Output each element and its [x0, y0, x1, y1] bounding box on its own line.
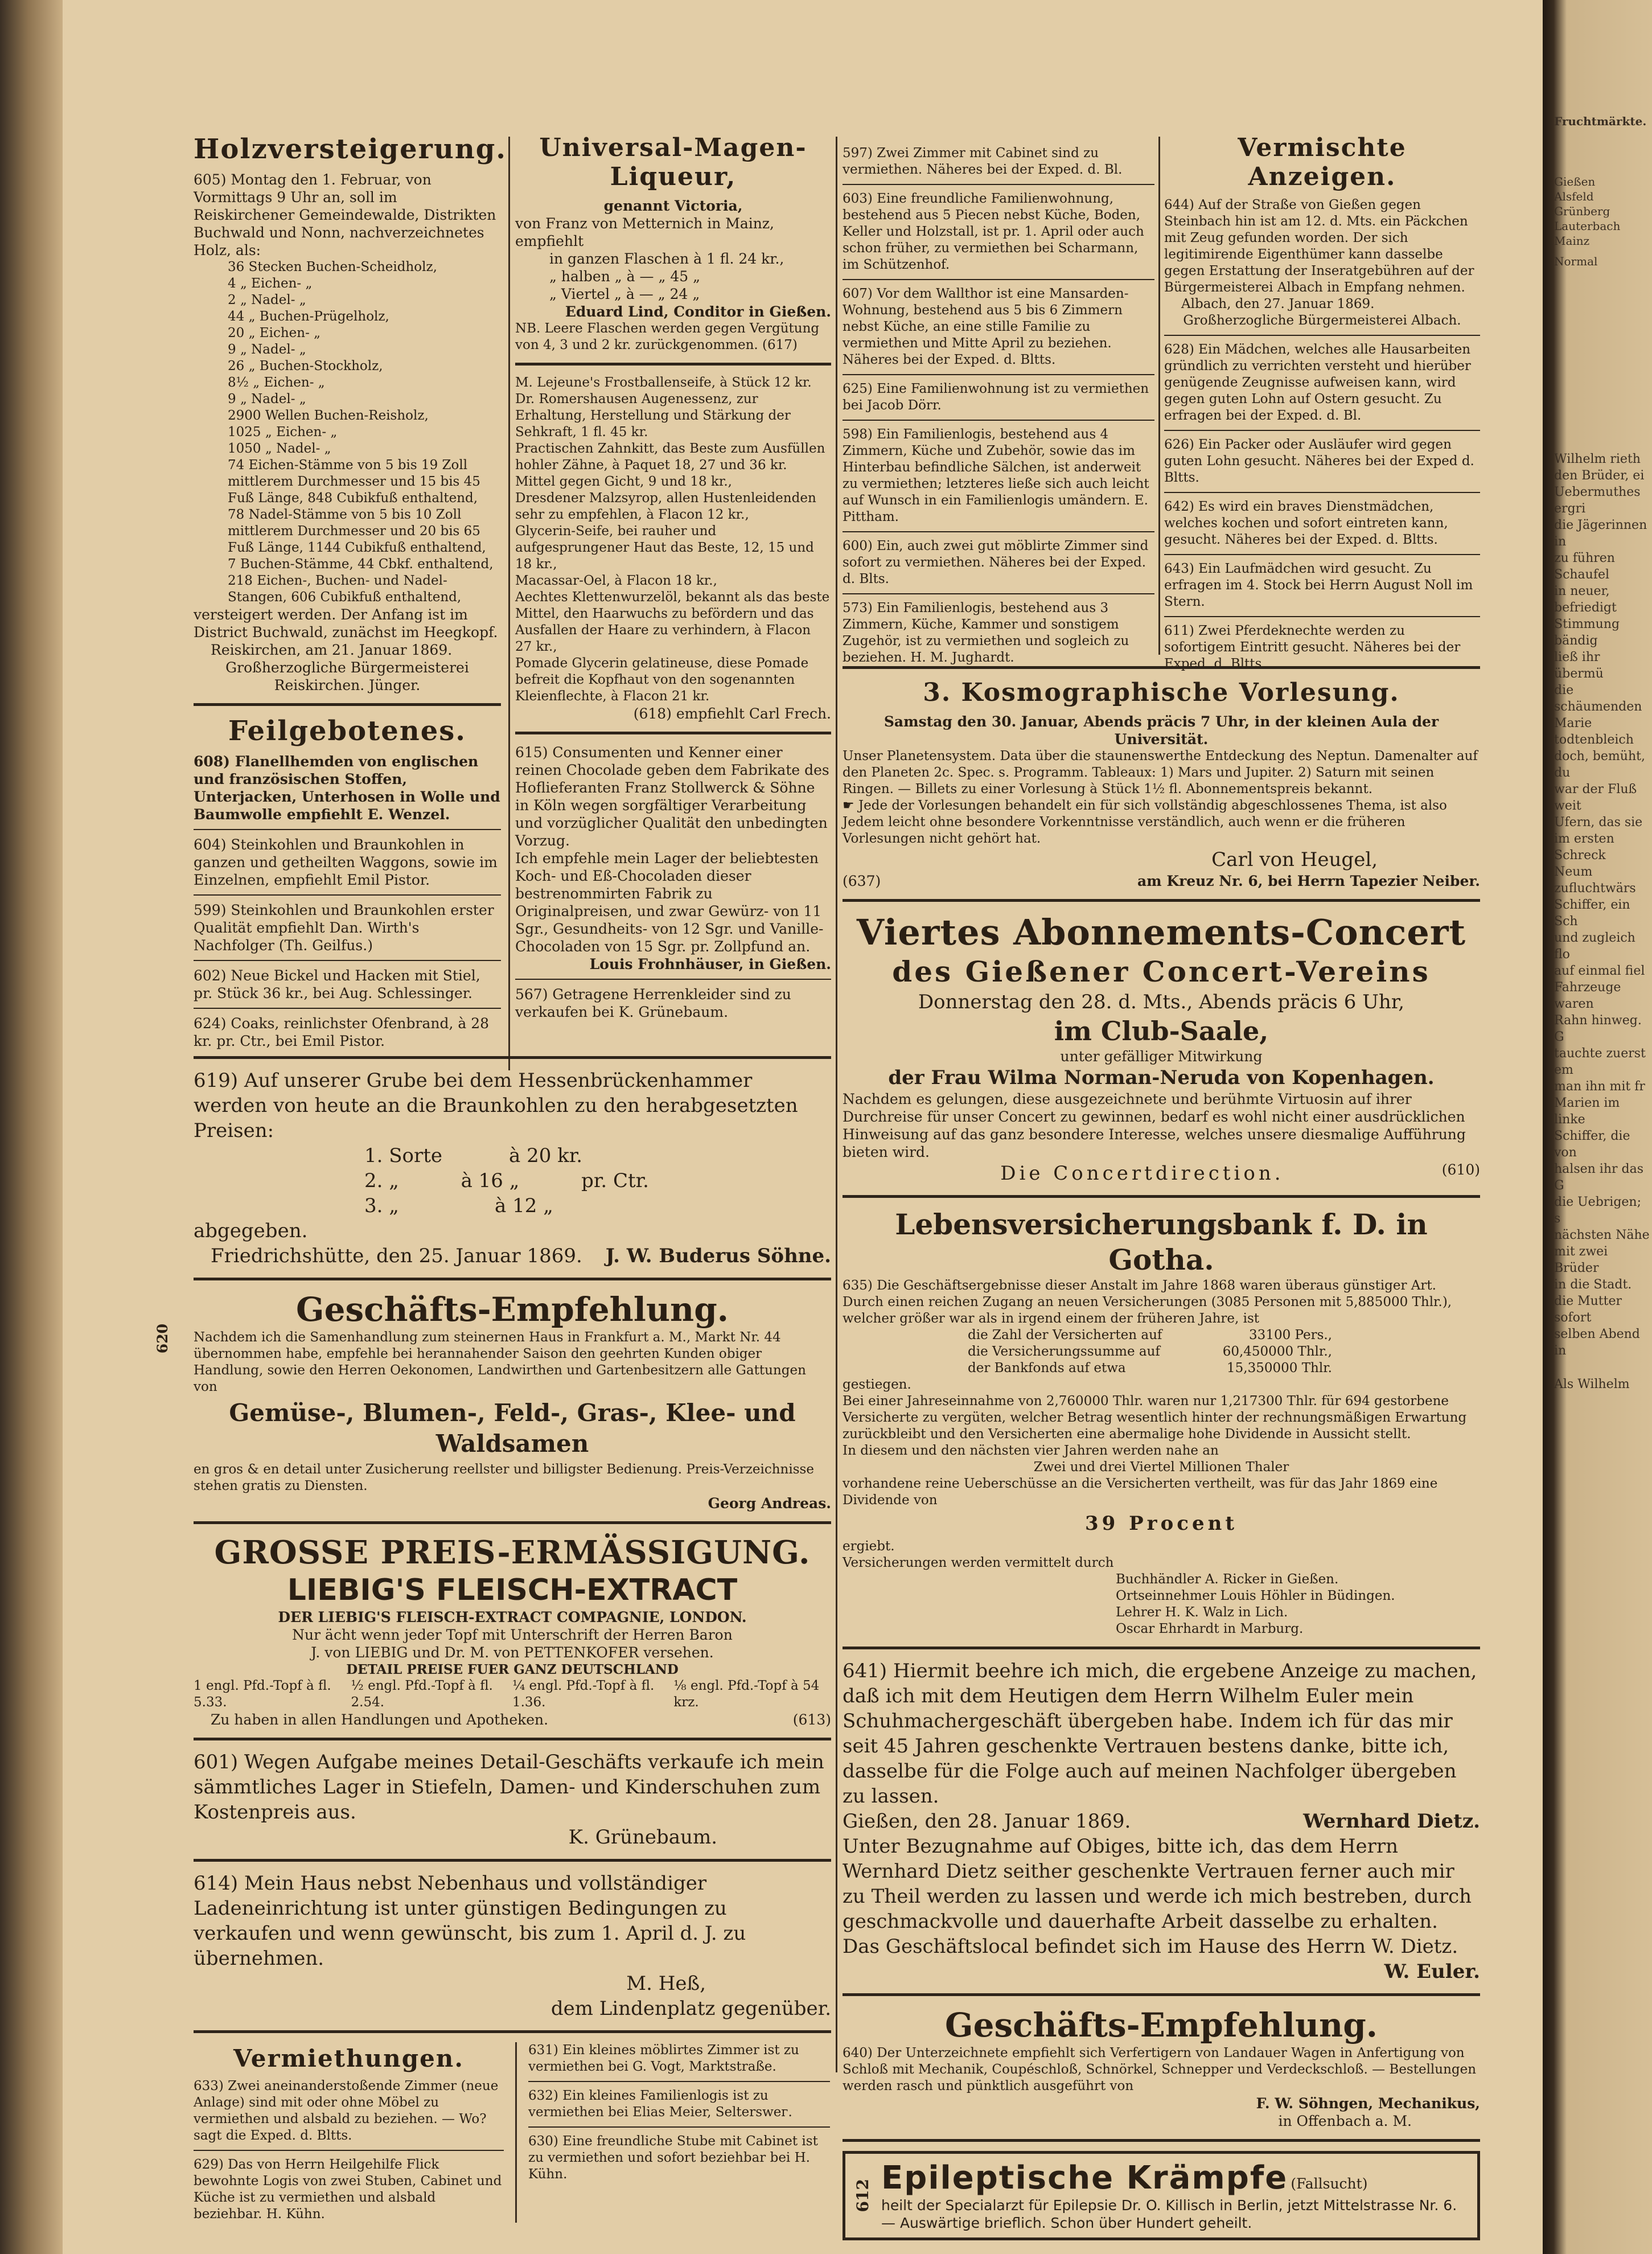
- edge-line: in neuer, befriedigt: [1554, 584, 1617, 615]
- edge-line: war der Fluß weit: [1554, 782, 1637, 813]
- edge-line: Schiffer, die von: [1554, 1129, 1630, 1160]
- holz-signature: Großherzogliche Bürgermeisterei Reiskirchen. Jünger.: [225, 659, 469, 693]
- bank-title: Lebensversicherungsbank f. D. in Gotha.: [895, 1208, 1428, 1276]
- divider: [843, 1993, 1480, 1996]
- holz-item: 218 Eichen-, Buchen- und Nadel-Stangen, 606 Cubikfuß enthaltend,: [228, 573, 462, 605]
- holz-items: [194, 259, 501, 606]
- kosmo-title: 3. Kosmographische Vorlesung.: [923, 678, 1400, 707]
- bank-body-6: vorhandene reine Ueberschüsse an die Versicherten vertheilt, was für das Jahr 1869 eine Dividende von: [843, 1476, 1438, 1508]
- ad-599: 599) Steinkohlen und Braunkohlen erster Qualität empfiehlt Dan. Wirth's Nachfolger (Th. Geilfus.): [194, 902, 494, 954]
- edge-line: Alsfeld: [1554, 190, 1594, 203]
- divider: [843, 593, 1154, 594]
- bank-body-8: Versicherungen werden vermittelt durch: [843, 1555, 1114, 1570]
- epilepsy-header: [881, 2159, 1469, 2196]
- seed-ad-body: Nachdem ich die Samenhandlung zum steinernen Haus in Frankfurt a. M., Markt Nr. 44 übernommen habe, empfehle bei herannahender Saison den geehrten Kunden obiger Handlung, sowie den Herren Oekonomen, Landwirthen und Gartenbesitzern alle Gattungen von: [194, 1330, 806, 1394]
- edge-line: ließ ihr übermü: [1554, 650, 1604, 681]
- cosmetics-item: Practischen Zahnkitt, das Beste zum Ausfüllen hohler Zähne, à Paquet 18, 27 und 36 kr.: [515, 441, 825, 473]
- epilepsy-body: heilt der Specialarzt für Epilepsie Dr. O. Killisch in Berlin, jetzt Mittelstrasse Nr. 6. — Auswärtige brieflich. Schon über Hundert geheilt.: [881, 2197, 1457, 2231]
- divider: [1164, 616, 1480, 617]
- ad-626: 626) Ein Packer oder Ausläufer wird gegen guten Lohn gesucht. Näheres bei der Exped d. Bltts.: [1164, 437, 1474, 485]
- divider: [843, 420, 1154, 421]
- edge-line: zu führen Schaufel: [1554, 551, 1615, 582]
- bank-figure-row: [968, 1327, 1332, 1344]
- euler-date-row: [843, 1809, 1480, 1834]
- divider: [843, 2139, 1480, 2142]
- chocolate-ad-2: Ich empfehle mein Lager der beliebtesten Koch- und Eß-Chocoladen dieser bestrenommirten Fabrik zu Originalpreisen, und zwar Gewürz- von 11 Sgr., Gesundheits- von 12 Sgr. und Vanille-Chocoladen von 15 Sgr. pr. Zollpfund an.: [515, 850, 824, 955]
- euler-date: Gießen, den 28. Januar 1869.: [843, 1810, 1131, 1833]
- kosmo-footer: [843, 872, 1480, 890]
- liebig-price: ½ engl. Pfd.-Topf à fl. 2.54.: [351, 1678, 493, 1710]
- buderus-notice: 619) Auf unserer Grube bei dem Hessenbrückenhammer werden von heute an die Braunkohlen zu den herabgesetzten Preisen:: [194, 1069, 798, 1142]
- holz-item: 9 „ Nadel- „: [228, 392, 306, 407]
- concert-footer: [843, 1161, 1480, 1186]
- liebig-line-3: Zu haben in allen Handlungen und Apotheken.: [211, 1711, 549, 1728]
- holz-item: 74 Eichen-Stämme von 5 bis 19 Zoll mittlerem Durchmesser und 15 bis 45 Fuß Länge, 848 Cubikfuß enthaltend,: [228, 458, 480, 506]
- edge-line: in die Stadt.: [1554, 1278, 1632, 1292]
- edge-line: Mainz: [1554, 234, 1590, 248]
- epilepsy-subtitle: (Fallsucht): [1291, 2175, 1368, 2192]
- epilepsy-content: [881, 2159, 1469, 2232]
- liebig-ad: [194, 1533, 831, 1729]
- liebig-prices: [194, 1678, 831, 1711]
- edge-line: Rahn hinweg. G: [1554, 1013, 1642, 1044]
- holz-item: 2900 Wellen Buchen-Reisholz,: [228, 408, 429, 423]
- bank-body: 635) Die Geschäftsergebnisse dieser Anstalt im Jahre 1868 waren überaus günstiger Art. Durch einen reichen Zugang an neuen Versicherungen (3085 Personen mit 5,885000 Thlr.), welcher größer war als in irgend einem der früheren Jahre, ist: [843, 1278, 1452, 1326]
- ad-644-signature: Großherzogliche Bürgermeisterei Albach.: [1183, 313, 1461, 328]
- edge-line: Uebermuthes ergri: [1554, 485, 1641, 516]
- divider: [843, 374, 1154, 375]
- bank-body-7: ergiebt.: [843, 1539, 895, 1554]
- cosmetics-item: Macassar-Oel, à Flacon 18 kr.,: [515, 573, 717, 588]
- concert-with: unter gefälliger Mitwirkung: [1060, 1048, 1263, 1065]
- misc-title: Vermischte Anzeigen.: [1238, 133, 1407, 191]
- divider: [194, 1008, 501, 1009]
- bank-body-3: Bei einer Jahreseinnahme von 2,760000 Thlr. waren nur 1,217300 Thlr. für 694 gestorbene Versicherte zu vergüten, welcher Betrag wesentlich hinter der rechnungsmäßigen Erwartung zurückbleibt und den Versicherten eine abermalige hohe Dividende in Aussicht stellt.: [843, 1394, 1467, 1442]
- cosmetics-item: Glycerin-Seife, bei rauher und aufgesprungener Haut das Beste, 12, 15 und 18 kr.,: [515, 524, 814, 572]
- ad-598: 598) Ein Familienlogis, bestehend aus 4 Zimmern, Küche und Zubehör, sowie das im Hinterbau befindliche Sälchen, ist anderweit zu vermiethen; letzteres ließe sich auch leicht auf Wunsch in ein Familienlogis umändern. E. Pittham.: [843, 427, 1149, 524]
- bank-figure-value: 60,450000 Thlr.,: [1222, 1344, 1332, 1359]
- cosmetics-list: [515, 375, 831, 705]
- divider: [194, 1859, 831, 1862]
- euler-notice: 641) Hiermit beehre ich mich, die ergebene Anzeige zu machen, daß ich mit dem Heutigen dem Herrn Wilhelm Euler mein Schuhmachergeschäft übergeben habe. Indem ich für das mir seit 45 Jahren geschenkte Vertrauen bestens danke, bitte ich, dasselbe für die Folge auch auf meinen Nachfolger übergeben zu lassen.: [843, 1660, 1477, 1808]
- concert-date: Donnerstag den 28. d. Mts., Abends präcis 6 Uhr,: [918, 991, 1405, 1013]
- buderus-signature: J. W. Buderus Söhne.: [605, 1245, 831, 1267]
- bank-figures: [843, 1327, 1332, 1377]
- ad-611: 611) Zwei Pferdeknechte werden zu sofortigem Eintritt gesucht. Näheres bei der Exped. d. Bltts.: [1164, 623, 1461, 671]
- kosmo-body: Unser Planetensystem. Data über die staunenswerthe Entdeckung des Neptun. Damenalter auf den Planeten 2c. Spec. s. Programm. Tableaux: 1) Mars und Jupiter. 2) Saturn mit seinen Ringen. — Billets zu einer Vorlesung à Stück 1½ fl. Abonnementspreis bekannt.: [843, 749, 1478, 797]
- edge-line: Fruchtmärkte.: [1554, 114, 1647, 128]
- divider: [515, 732, 831, 734]
- liebig-price: ¼ engl. Pfd.-Topf à fl. 1.36.: [512, 1678, 655, 1710]
- divider: [843, 666, 1480, 669]
- cosmetics-item: Aechtes Klettenwurzelöl, bekannt als das beste Mittel, den Haarwuchs zu befördern und das Ausfallen der Haare zu verhindern, à Flacon 27 kr.,: [515, 590, 830, 654]
- edge-line: Fahrzeuge waren: [1554, 980, 1621, 1011]
- rentals-title: Vermiethungen.: [233, 2044, 464, 2072]
- divider: [843, 531, 1154, 532]
- divider: [1164, 335, 1480, 336]
- ad-602: 602) Neue Bickel und Hacken mit Stiel, pr. Stück 36 kr., bei Aug. Schlessinger.: [194, 967, 480, 1001]
- liebig-line-2: J. von LIEBIG und Dr. M. von PETTENKOFER versehen.: [311, 1644, 714, 1661]
- seed-ad-body-2: en gros & en detail unter Zusicherung reellster und billigster Bedienung. Preis-Verzeichnisse stehen gratis zu Diensten.: [194, 1462, 814, 1493]
- page-binding: [0, 0, 63, 2254]
- edge-line: Normal: [1554, 254, 1598, 268]
- ad-597: 597) Zwei Zimmer mit Cabinet sind zu vermiethen. Näheres bei der Exped. d. Bl.: [843, 146, 1123, 177]
- divider: [194, 829, 501, 830]
- divider: [194, 1521, 831, 1524]
- divider: [194, 1056, 831, 1059]
- buderus-price-row: [364, 1168, 649, 1193]
- liqueur-maker: von Franz von Metternich in Mainz, empfiehlt: [515, 215, 775, 249]
- edge-line: Als Wilhelm: [1554, 1377, 1630, 1391]
- ad-614-signature: M. Heß,: [626, 1972, 706, 1995]
- holz-item: 44 „ Buchen-Prügelholz,: [228, 309, 389, 324]
- cosmetics-signature: (618) empfiehlt Carl Frech.: [633, 705, 831, 722]
- business-recommendation-address: in Offenbach a. M.: [1278, 2113, 1412, 2129]
- edge-line: Grünberg: [1554, 204, 1610, 218]
- liebig-number: (613): [792, 1711, 831, 1728]
- buderus-price: à 20 kr.: [508, 1144, 583, 1167]
- liqueur-note: NB. Leere Flaschen werden gegen Vergütung von 4, 3 und 2 kr. zurückgenommen. (617): [515, 321, 820, 352]
- bank-figure-row: [968, 1360, 1332, 1377]
- ad-632: 632) Ein kleines Familienlogis ist zu vermiethen bei Elias Meier, Selterswег.: [528, 2088, 792, 2120]
- liebig-company: DER LIEBIG'S FLEISCH-EXTRACT COMPAGNIE, LONDON.: [278, 1609, 747, 1625]
- ad-644: 644) Auf der Straße von Gießen gegen Steinbach hin ist am 12. d. Mts. ein Päckchen mit Zeug gefunden worden. Der sich legitimirende Eigenthümer kann dasselbe gegen Erstattung der Inseratgebühren auf der Bürgermeisterei Albach in Empfang nehmen.: [1164, 198, 1474, 295]
- edge-line: selben Abend in: [1554, 1327, 1640, 1358]
- ad-614-address: dem Lindenplatz gegenüber.: [550, 1997, 831, 2020]
- liqueur-price: „ Viertel „ à — „ 24 „: [549, 286, 700, 302]
- edge-line: tauchte zuerst em: [1554, 1046, 1646, 1077]
- concert-body: Nachdem es gelungen, diese ausgezeichnete und berühmte Virtuosin auf ihrer Durchreise für unser Concert zu gewinnen, bedarf es wohl nicht einer ausdrücklichen Hinweisung auf das ganz besondere Interesse, welches unsere diesmalige Aufführung bieten wird.: [843, 1091, 1466, 1160]
- liebig-brand: LIEBIG'S FLEISCH-EXTRACT: [287, 1573, 738, 1607]
- edge-line: auf einmal fiel: [1554, 964, 1645, 978]
- right-wide-blocks: [843, 666, 1480, 2240]
- buderus-prices: [194, 1143, 649, 1218]
- buderus-sort: 1. Sorte: [364, 1144, 443, 1167]
- edge-line: die Jägerinnen in: [1554, 518, 1647, 549]
- bank-body-5: Zwei und drei Viertel Millionen Thaler: [1033, 1460, 1289, 1475]
- liebig-detail: DETAIL PREISE FUER GANZ DEUTSCHLAND: [346, 1662, 679, 1677]
- holz-item: 8½ „ Eichen- „: [228, 375, 325, 390]
- business-recommendation-signature: F. W. Söhngen, Mechanikus,: [1256, 2095, 1480, 2112]
- buderus-price: à 12 „: [495, 1194, 553, 1217]
- seed-ad-number: 620: [154, 1324, 171, 1354]
- edge-line: im ersten Schreck: [1554, 832, 1614, 863]
- column-rule: [1158, 137, 1160, 655]
- column-rule: [508, 137, 510, 1070]
- divider: [1164, 492, 1480, 493]
- bank-agent: Lehrer H. K. Walz in Lich.: [1116, 1605, 1288, 1620]
- concert-place: im Club-Saale,: [1054, 1016, 1269, 1046]
- edge-line: Stimmung bändig: [1554, 617, 1620, 648]
- ad-604: 604) Steinkohlen und Braunkohlen in ganzen und getheilten Waggons, sowie im Einzelnen, empfiehlt Emil Pistor.: [194, 836, 498, 888]
- ad-600: 600) Ein, auch zwei gut möblirte Zimmer sind sofort zu vermiethen. Näheres bei der Exped. d. Blts.: [843, 539, 1149, 586]
- edge-line: man ihn mit fr: [1554, 1079, 1645, 1094]
- concert-subtitle: des Gießener Concert-Vereins: [892, 955, 1431, 988]
- divider: [515, 363, 831, 366]
- bank-agent: Oscar Ehrhardt in Marburg.: [1116, 1621, 1304, 1636]
- holz-item: 26 „ Buchen-Stockholz,: [228, 359, 383, 373]
- divider: [843, 1647, 1480, 1649]
- column-rentals-top: [843, 145, 1154, 666]
- divider: [1164, 554, 1480, 555]
- concert-artist: der Frau Wilma Norman-Neruda von Kopenhagen.: [888, 1066, 1435, 1089]
- edge-line: Ufern, das sie: [1554, 815, 1643, 830]
- concert-number: (610): [1441, 1161, 1480, 1178]
- feil-title: Feilgebotenes.: [228, 715, 467, 747]
- holz-item: 9 „ Nadel- „: [228, 342, 306, 357]
- divider: [515, 979, 831, 980]
- cosmetics-item: M. Lejeune's Frostballenseife, à Stück 12 kr.: [515, 375, 812, 390]
- cosmetics-item: Dr. Romershausen Augenessenz, zur Erhaltung, Herstellung und Stärkung der Sehkraft, 1 fl. 45 kr.: [515, 392, 791, 440]
- ad-644-date: Albach, den 27. Januar 1869.: [1181, 297, 1375, 311]
- euler-signature-2: W. Euler.: [1384, 1960, 1480, 1983]
- liqueur-subtitle: genannt Victoria,: [603, 198, 743, 214]
- kosmo-note: ☛ Jede der Vorlesungen behandelt ein für sich vollständig abgeschlossenes Thema, ist also Jedem leicht ohne besondere Vorkenntnisse verständlich, auch wenn er die früheren Vorlesungen nicht gehört hat.: [843, 798, 1447, 846]
- bank-figure-label: die Zahl der Versicherten auf: [968, 1328, 1162, 1342]
- rentals-bottom-left: [194, 2042, 504, 2223]
- buderus-unit: pr. Ctr.: [581, 1169, 649, 1192]
- buderus-date: Friedrichshütte, den 25. Januar 1869.: [211, 1245, 582, 1267]
- cosmetics-item: Pomade Glycerin gelatineuse, diese Pomade befreit die Kopfhaut von den sogenannten Kleienflechte, à Flacon 21 kr.: [515, 656, 809, 704]
- holz-item: 20 „ Eichen- „: [228, 326, 321, 340]
- ad-607: 607) Vor dem Wallthor ist eine Mansarden-Wohnung, bestehend aus 5 bis 6 Zimmern nebst Küche, an eine stille Familie zu vermiethen und Mitte April zu beziehen. Näheres bei der Exped. d. Bltts.: [843, 286, 1129, 367]
- liebig-price: ⅛ engl. Pfd.-Topf à 54 krz.: [673, 1678, 820, 1710]
- buderus-price-row: [364, 1193, 649, 1218]
- liqueur-prices: [515, 250, 831, 303]
- holz-item: 4 „ Eichen- „: [228, 276, 313, 291]
- divider: [194, 2150, 504, 2151]
- concert-signature: Die Concertdirection.: [1000, 1162, 1284, 1185]
- edge-line: Marien im linke: [1554, 1096, 1620, 1127]
- divider: [528, 2081, 830, 2082]
- buderus-footer: [194, 1243, 831, 1268]
- holz-item: 7 Buchen-Stämme, 44 Cbkf. enthaltend,: [228, 557, 494, 572]
- rentals-bottom-right: [528, 2042, 830, 2223]
- buderus-notice-2: abgegeben.: [194, 1220, 308, 1242]
- business-recommendation-title: Geschäfts-Empfehlung.: [945, 2006, 1378, 2044]
- bank-agent: Ortseinnehmer Louis Höhler in Büdingen.: [1116, 1588, 1395, 1603]
- buderus-sort: 2. „: [364, 1169, 399, 1192]
- buderus-price: à 16 „: [461, 1169, 520, 1192]
- liebig-line-1: Nur ächt wenn jeder Topf mit Unterschrift der Herren Baron: [292, 1627, 733, 1643]
- edge-line: Wilhelm rieth: [1554, 452, 1641, 466]
- divider: [1164, 430, 1480, 431]
- ad-608: 608) Flanellhemden von englischen und französischen Stoffen, Unterjacken, Unterhosen in Wolle und Baumwolle empfiehlt E. Wenzel.: [194, 753, 500, 823]
- liebig-price: 1 engl. Pfd.-Topf à fl. 5.33.: [194, 1678, 331, 1710]
- liqueur-title: Universal-Magen-Liqueur,: [539, 133, 807, 191]
- epilepsy-number: 612: [853, 2179, 872, 2212]
- kosmo-number: (637): [843, 873, 881, 889]
- divider: [194, 1738, 831, 1740]
- concert-title: Viertes Abonnements-Concert: [856, 912, 1466, 953]
- edge-line: Neum zufluchtwärs: [1554, 865, 1636, 896]
- edge-line: doch, bemüht, du: [1554, 749, 1645, 780]
- ad-601-signature: K. Grünebaum.: [568, 1826, 717, 1849]
- liqueur-price: in ganzen Flaschen à 1 fl. 24 kr.,: [549, 251, 784, 267]
- ad-633: 633) Zwei aneinanderstoßende Zimmer (neue Anlage) sind mit oder ohne Möbel zu vermiethen und alsbald zu beziehen. — Wo? sagt die Exped. d. Bltts.: [194, 2079, 499, 2143]
- bank-dividend: 39 Procent: [1084, 1512, 1238, 1535]
- holz-outro: versteigert werden. Der Anfang ist im District Buchwald, zunächst im Heegkopf.: [194, 606, 498, 641]
- cosmetics-item: Dresdener Malzsyrop, allen Hustenleidenden sehr zu empfehlen, à Flacon 12 kr.,: [515, 491, 816, 522]
- divider: [194, 703, 501, 706]
- ad-630: 630) Eine freundliche Stube mit Cabinet ist zu vermiethen und sofort beziehbar bei H. Kühn.: [528, 2134, 818, 2182]
- liqueur-seller: Eduard Lind, Conditor in Gießen.: [565, 303, 831, 320]
- holz-title: Holzversteigerung.: [194, 133, 507, 165]
- epilepsy-ad: [843, 2151, 1480, 2240]
- ad-631: 631) Ein kleines möblirtes Zimmer ist zu vermiethen bei G. Vogt, Marktstraße.: [528, 2043, 799, 2074]
- edge-line: halsen ihr das G: [1554, 1162, 1643, 1193]
- edge-line: die Uebrigen; s: [1554, 1195, 1642, 1226]
- column-misc: [1164, 131, 1480, 672]
- kosmo-date: Samstag den 30. Januar, Abends präcis 7 Uhr, in der kleinen Aula der Universität.: [883, 713, 1439, 748]
- holz-item: 36 Stecken Buchen-Scheidholz,: [228, 260, 437, 274]
- bank-figure-label: die Versicherungssumme auf: [968, 1344, 1160, 1359]
- edge-line: Gießen: [1554, 175, 1596, 188]
- column-rule: [515, 2042, 517, 2223]
- seed-ad-title: Geschäfts-Empfehlung.: [296, 1290, 729, 1329]
- ad-628: 628) Ein Mädchen, welches alle Hausarbeiten gründlich zu verrichten versteht und hierüber genügende Zeugnisse aufweisen kann, wird gegen guten Lohn auf Ostern gesucht. Zu erfragen bei der Exped. d. Bl.: [1164, 342, 1471, 423]
- ad-573: 573) Ein Familienlogis, bestehend aus 3 Zimmern, Küche, Kammer und sonstigem Zugehör, ist zu vermiethen und sogleich zu beziehen. H. M. Jughardt.: [843, 601, 1129, 665]
- divider: [194, 894, 501, 896]
- divider: [843, 1195, 1480, 1198]
- ad-614: 614) Mein Haus nebst Nebenhaus und vollständiger Ladeneinrichtung ist unter günstigen Bedingungen zu verkaufen und wenn gewünscht, bis zum 1. April d. J. zu übernehmen.: [194, 1872, 746, 1970]
- bank-figure-value: 33100 Pers.,: [1249, 1328, 1332, 1342]
- bank-agents: [843, 1571, 1480, 1637]
- ad-643: 643) Ein Laufmädchen wird gesucht. Zu erfragen im 4. Stock bei Herrn August Noll im Stern.: [1164, 561, 1473, 609]
- bank-body-2: gestiegen.: [843, 1377, 911, 1392]
- euler-notice-3: Das Geschäftslocal befindet sich im Hause des Herrn W. Dietz.: [843, 1935, 1458, 1958]
- ad-567: 567) Getragene Herrenkleider sind zu verkaufen bei K. Grünebaum.: [515, 986, 791, 1020]
- liqueur-price: „ halben „ à — „ 45 „: [549, 268, 701, 285]
- ad-601: 601) Wegen Aufgabe meines Detail-Geschäfts verkaufe ich mein sämmtliches Lager in Stiefeln, Damen- und Kinderschuhen zum Kostenpreis aus.: [194, 1751, 824, 1824]
- ad-642: 642) Es wird ein braves Dienstmädchen, welches kochen und sofort eintreten kann, gesucht. Näheres bei der Exped. d. Bltts.: [1164, 499, 1448, 547]
- bank-figure-label: der Bankfonds auf etwa: [968, 1361, 1126, 1376]
- facing-page-fragment: [1554, 114, 1651, 1393]
- ad-629: 629) Das von Herrn Heilgehilfe Flick bewohnte Logis von zwei Stuben, Cabinet und Küche ist zu vermiethen und alsbald beziehbar. H. Kühn.: [194, 2157, 502, 2222]
- bank-figure-row: [968, 1344, 1332, 1360]
- edge-story: [1554, 451, 1651, 1393]
- column-rule: [836, 137, 837, 2072]
- edge-line: Lauterbach: [1554, 219, 1621, 233]
- bank-figure-value: 15,350000 Thlr.: [1227, 1361, 1332, 1376]
- divider: [194, 960, 501, 961]
- ad-624: 624) Coaks, reinlichster Ofenbrand, à 28 kr. pr. Ctr., bei Emil Pistor.: [194, 1015, 490, 1049]
- ad-603: 603) Eine freundliche Familienwohnung, bestehend aus 5 Piecen nebst Küche, Boden, Keller und Holzstall, ist pr. 1. April oder auch schon früher, zu vermiethen bei Scharmann, im Schützenhof.: [843, 191, 1144, 272]
- holz-item: 2 „ Nadel- „: [228, 293, 306, 307]
- divider: [194, 2030, 831, 2033]
- edge-line: mit zwei Brüder: [1554, 1245, 1608, 1275]
- edge-line: Schiffer, ein Sch: [1554, 898, 1630, 929]
- liebig-headline: GROSSE PREIS-ERMÄSSIGUNG.: [214, 1534, 811, 1571]
- cosmetics-item: Mittel gegen Gicht, 9 und 18 kr.,: [515, 474, 732, 489]
- seed-ad-signature: Georg Andreas.: [708, 1495, 831, 1512]
- euler-signature-1: Wernhard Dietz.: [1303, 1810, 1480, 1833]
- edge-line: nächsten Nähe: [1554, 1228, 1650, 1242]
- liebig-footer: [194, 1711, 831, 1729]
- chocolate-signature: Louis Frohnhäuser, in Gießen.: [589, 956, 831, 972]
- holz-intro: 605) Montag den 1. Februar, von Vormittags 9 Uhr an, soll im Reiskirchener Gemeindewalde, Distrikten Buchwald und Nonn, nachverzeichnetes Holz, als:: [194, 171, 496, 258]
- ad-625: 625) Eine Familienwohnung ist zu vermiethen bei Jacob Dörr.: [843, 381, 1149, 413]
- holz-item: 78 Nadel-Stämme von 5 bis 10 Zoll mittlerem Durchmesser und 20 bis 65 Fuß Länge, 1144 Cubikfuß enthaltend,: [228, 507, 486, 555]
- rentals-bottom: [194, 2042, 831, 2223]
- holz-item: 1025 „ Eichen- „: [228, 425, 338, 440]
- bank-body-4: In diesem und den nächsten vier Jahren werden nahe an: [843, 1443, 1219, 1458]
- epilepsy-title: Epileptische Krämpfe: [881, 2159, 1288, 2196]
- divider: [843, 899, 1480, 902]
- column-middle: [515, 131, 831, 1021]
- business-recommendation-body: 640) Der Unterzeichnete empfiehlt sich Verfertigern von Landauer Wagen in Anfertigung von Schloß mit Mechanik, Coupéschloß, Schnörkel, Schnepper und Verdeckschloß. — Bestellungen werden rasch und pünktlich ausgeführt von: [843, 2046, 1477, 2093]
- seed-ad-products: Gemüse-, Blumen-, Feld-, Gras-, Klee- und Waldsamen: [229, 1399, 796, 1457]
- edge-line: die Mutter sofort: [1554, 1294, 1622, 1325]
- bank-agent: Buchhändler A. Ricker in Gießen.: [1116, 1572, 1339, 1587]
- column-left: [194, 131, 507, 1050]
- divider: [194, 1278, 831, 1280]
- divider: [843, 279, 1154, 280]
- kosmo-address: am Kreuz Nr. 6, bei Herrn Tapezier Neiber.: [1137, 873, 1480, 889]
- edge-line: Marie todtenbleich: [1554, 716, 1634, 747]
- kosmo-signature: Carl von Heugel,: [1211, 848, 1378, 871]
- chocolate-ad: 615) Consumenten und Kenner einer reinen Chocolade geben dem Fabrikate des Hoflieferanten Franz Stollwerck & Söhne in Köln wegen sorgfältiger Verarbeitung und vorzüglicher Qualität den unbedingten Vorzug.: [515, 744, 829, 849]
- edge-line: und zugleich flo: [1554, 931, 1635, 962]
- divider: [843, 184, 1154, 185]
- euler-notice-2: Unter Bezugnahme auf Obiges, bitte ich, das dem Herrn Wernhard Dietz seither geschenkte Vertrauen ferner auch mir zu Theil werden zu lassen und werde ich mich bestreben, durch geschmackvolle und dauerhafte Arbeit dasselbe zu erhalten.: [843, 1835, 1472, 1933]
- divider: [528, 2126, 830, 2128]
- buderus-price-row: [364, 1143, 649, 1168]
- holz-item: 1050 „ Nadel- „: [228, 441, 331, 456]
- holz-date: Reiskirchen, am 21. Januar 1869.: [211, 642, 453, 658]
- seed-ad: [154, 1290, 831, 1512]
- edge-line: den Brüder, ei: [1554, 469, 1645, 483]
- buderus-sort: 3. „: [364, 1194, 399, 1217]
- left-wide-blocks: [154, 1056, 831, 2223]
- edge-line: die schäumenden: [1554, 683, 1642, 714]
